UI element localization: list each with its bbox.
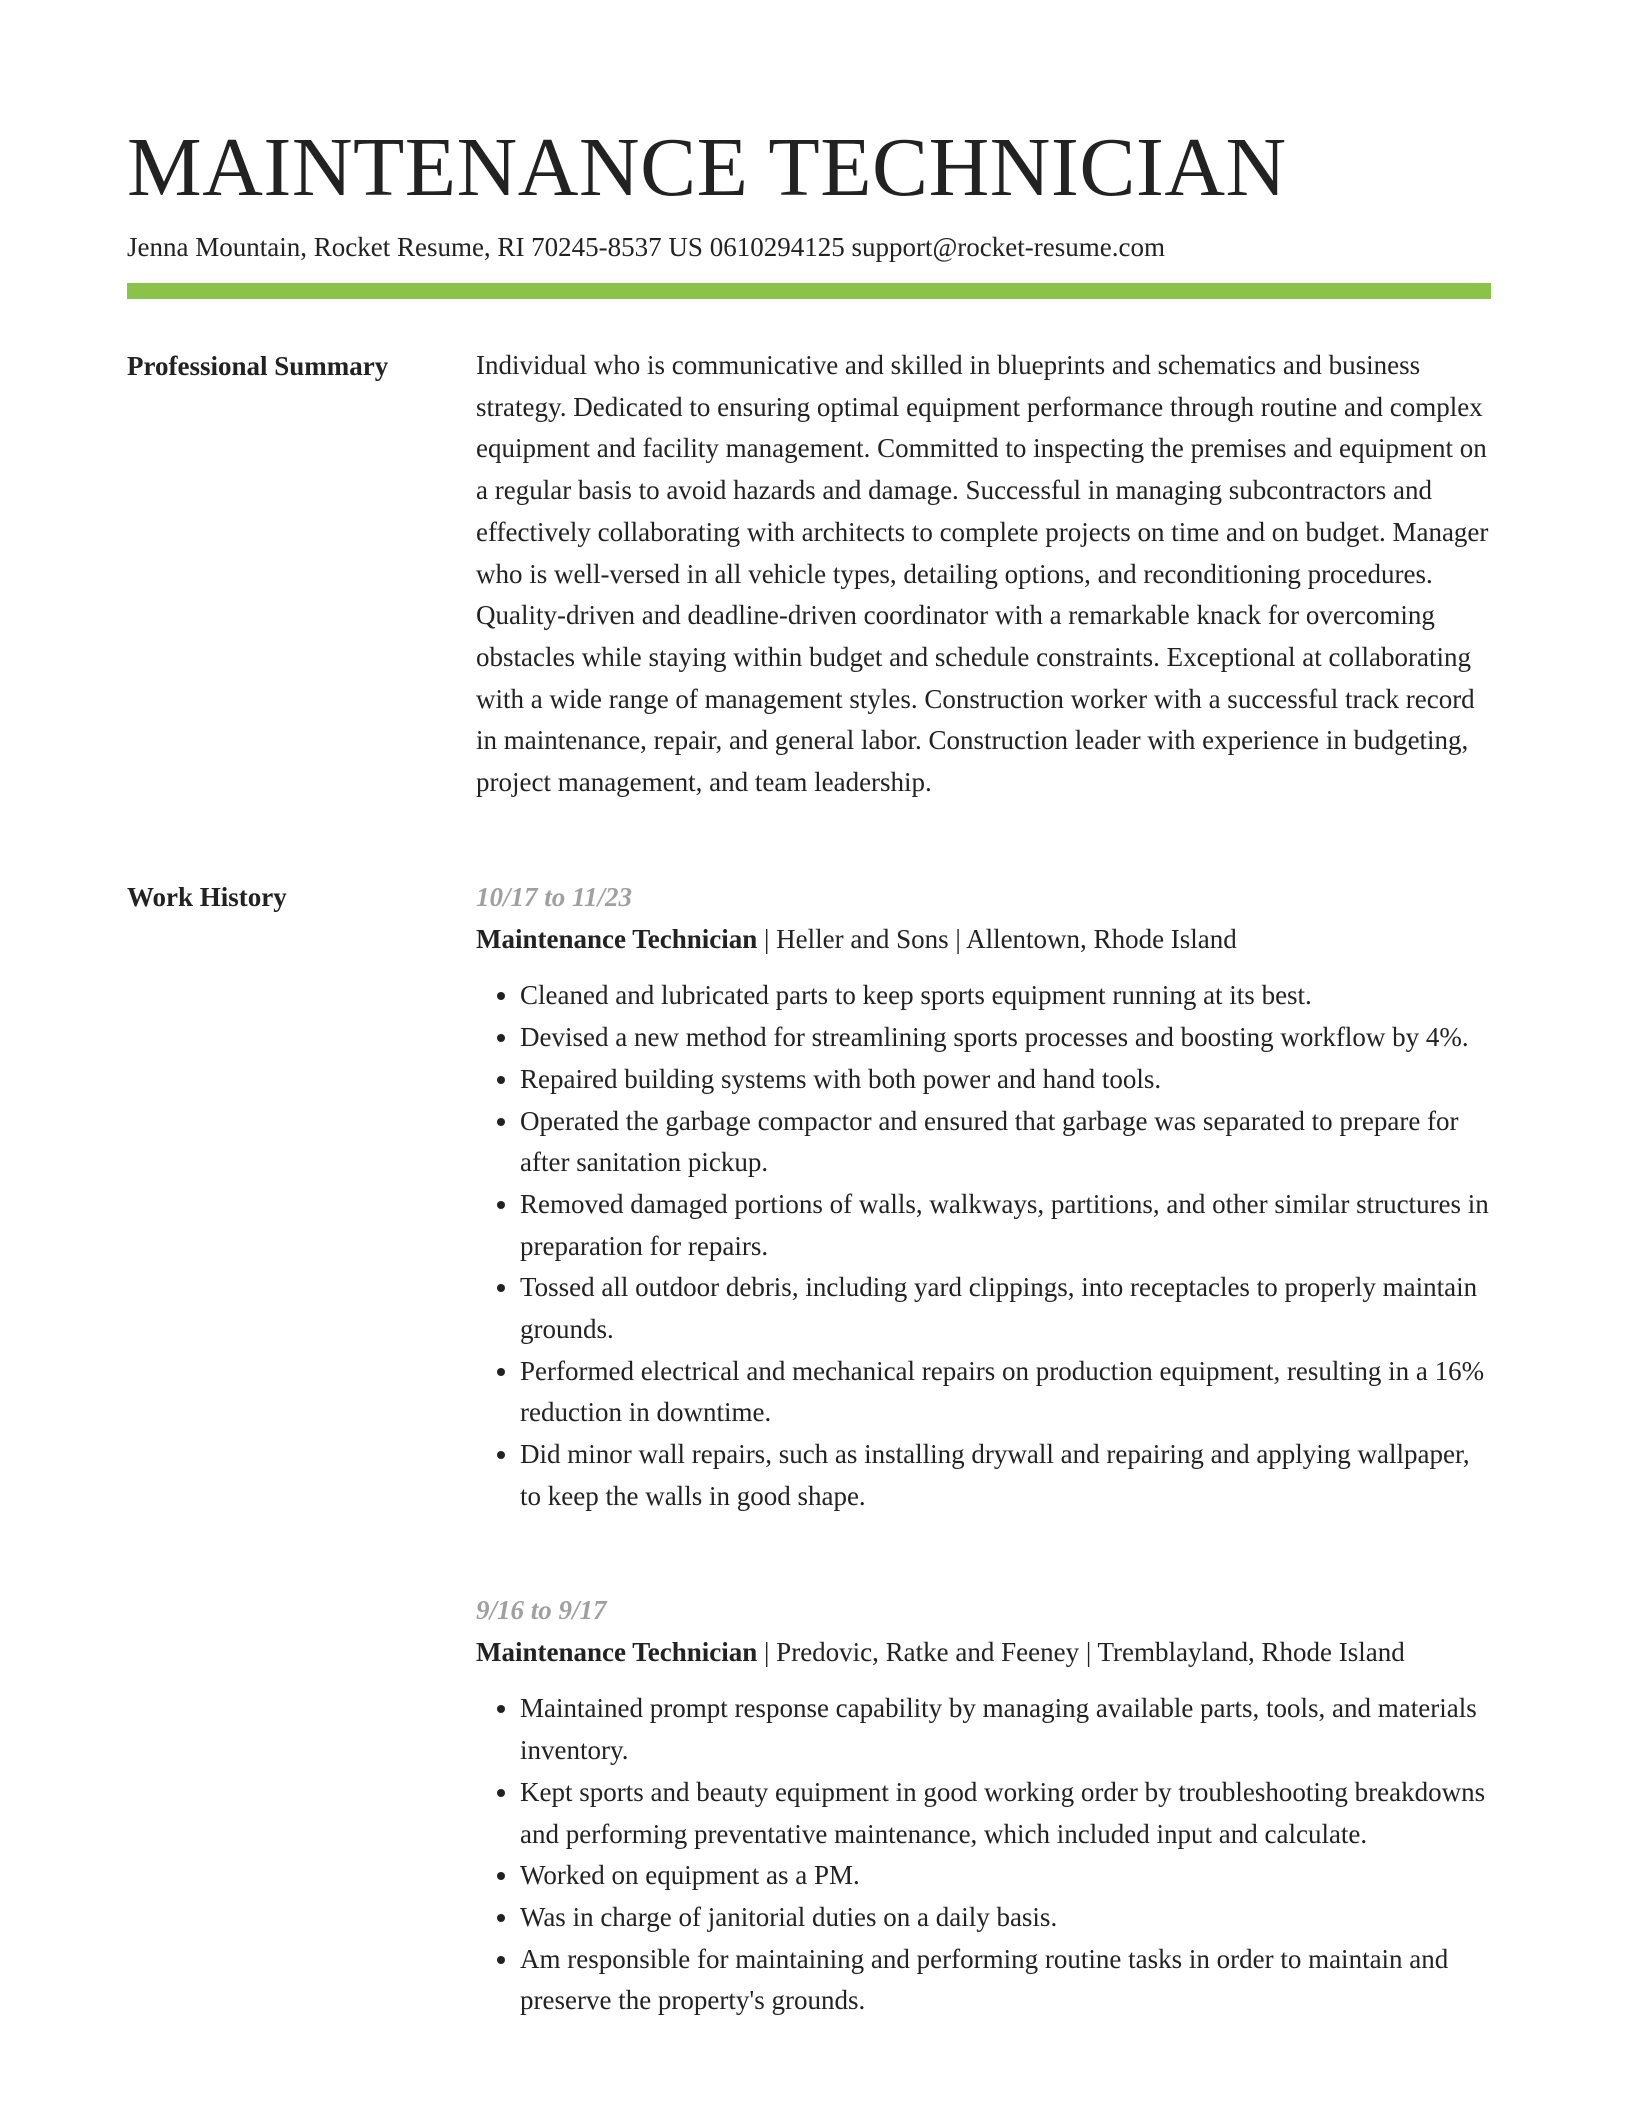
section-label-work-history: Work History bbox=[127, 882, 287, 912]
list-item: • Operated the garbage compactor and ensured that garbage was separated to prepare for after sanitation pickup. bbox=[520, 1101, 1491, 1184]
summary-section bbox=[476, 345, 1491, 804]
section-label-summary: Professional Summary bbox=[127, 351, 389, 381]
job-details: | Heller and Sons | Allentown, Rhode Island bbox=[757, 923, 1237, 954]
job-title: Maintenance Technician bbox=[476, 923, 758, 954]
list-item: • Maintained prompt response capability by managing available parts, tools, and materials inventory. bbox=[520, 1688, 1491, 1771]
job-bullet-list bbox=[476, 1688, 1491, 2022]
job-dates: 9/16 to 9/17 bbox=[476, 1595, 607, 1625]
list-item: • Did minor wall repairs, such as installing drywall and repairing and applying wallpaper, to keep the walls in good shape. bbox=[520, 1434, 1491, 1517]
job-dates: 10/17 to 11/23 bbox=[476, 882, 633, 912]
list-item: • Repaired building systems with both power and hand tools. bbox=[520, 1059, 1491, 1101]
list-item: • Cleaned and lubricated parts to keep sports equipment running at its best. bbox=[520, 975, 1491, 1017]
job-title: Maintenance Technician bbox=[476, 1636, 758, 1667]
list-item: • Am responsible for maintaining and performing routine tasks in order to maintain and preserve the property's grounds. bbox=[520, 1939, 1491, 2022]
list-item: • Kept sports and beauty equipment in good working order by troubleshooting breakdowns and performing preventative maintenance, which included input and calculate. bbox=[520, 1772, 1491, 1855]
job-heading bbox=[476, 1632, 1491, 1674]
list-item: • Performed electrical and mechanical repairs on production equipment, resulting in a 16% reduction in downtime. bbox=[520, 1351, 1491, 1434]
list-item: • Was in charge of janitorial duties on a daily basis. bbox=[520, 1897, 1491, 1939]
job-entry bbox=[476, 1590, 1491, 2022]
resume-title: MAINTENANCE TECHNICIAN bbox=[127, 121, 1287, 214]
list-item: • Tossed all outdoor debris, including yard clippings, into receptacles to properly maintain grounds. bbox=[520, 1267, 1491, 1350]
list-item: • Worked on equipment as a PM. bbox=[520, 1855, 1491, 1897]
header-divider bbox=[127, 283, 1491, 299]
job-bullet-list bbox=[476, 975, 1491, 1517]
job-heading bbox=[476, 919, 1491, 961]
job-entry bbox=[476, 877, 1491, 1518]
contact-line: Jenna Mountain, Rocket Resume, RI 70245-8537 US 0610294125 support@rocket-resume.com bbox=[127, 232, 1165, 262]
job-details: | Predovic, Ratke and Feeney | Tremblayland, Rhode Island bbox=[757, 1636, 1405, 1667]
list-item: • Devised a new method for streamlining sports processes and boosting workflow by 4%. bbox=[520, 1017, 1491, 1059]
list-item: • Removed damaged portions of walls, walkways, partitions, and other similar structures in preparation for repairs. bbox=[520, 1184, 1491, 1267]
summary-text: Individual who is communicative and skilled in blueprints and schematics and business strategy. Dedicated to ensuring optimal equipment performance through routine and complex equipment and facility management. Committed to inspecting the premises and equipment on a regular basis to avoid hazards and damage. Successful in managing subcontractors and effectively collaborating with architects to complete projects on time and on budget. Manager who is well-versed in all vehicle types, detailing options, and reconditioning procedures. Quality-driven and deadline-driven coordinator with a remarkable knack for overcoming obstacles while staying within budget and schedule constraints. Exceptional at collaborating with a wide range of management styles. Construction worker with a successful track record in maintenance, repair, and general labor. Construction leader with experience in budgeting, project management, and team leadership. bbox=[476, 350, 1489, 798]
